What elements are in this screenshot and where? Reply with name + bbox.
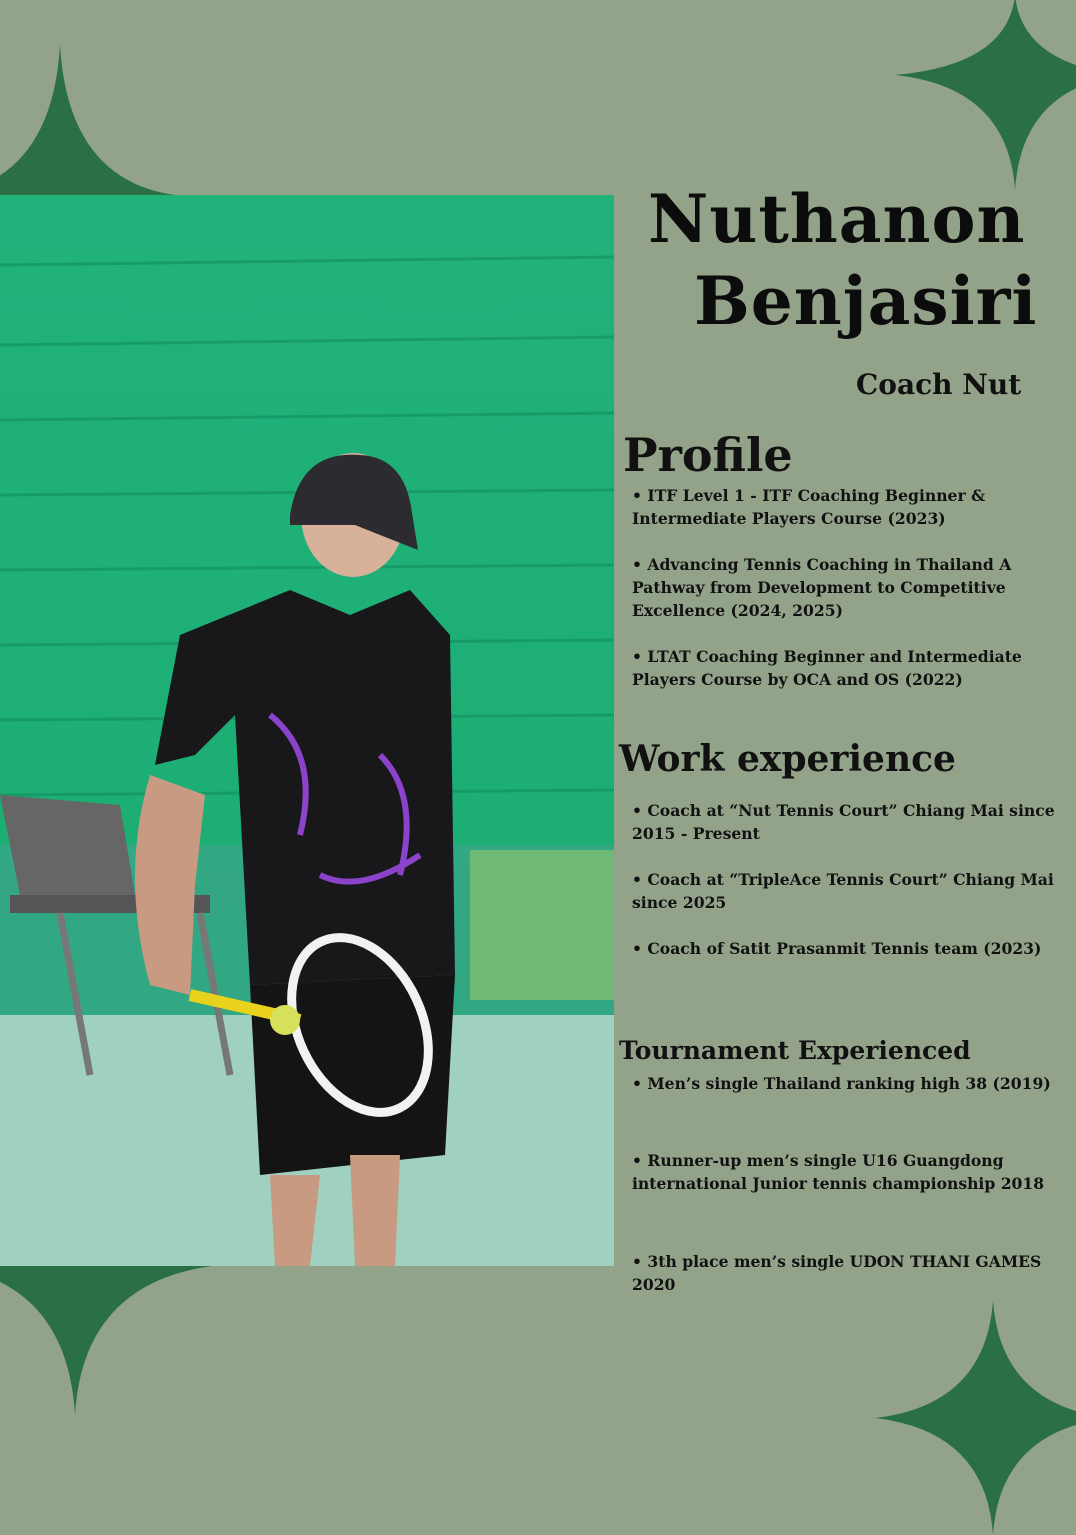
profile-heading: Profile bbox=[623, 428, 793, 482]
tournament-item: • 3th place men’s single UDON THANI GAMES 2020 bbox=[632, 1252, 1042, 1294]
tournament-heading: Tournament Experienced bbox=[619, 1036, 971, 1065]
last-name: Benjasiri bbox=[694, 262, 1038, 340]
profile-item: • ITF Level 1 - ITF Coaching Beginner & Intermediate Players Course (2023) bbox=[632, 486, 986, 528]
tournament-item: • Runner-up men’s single U16 Guangdong international Junior tennis championship 2018 bbox=[632, 1151, 1045, 1193]
star-icon bbox=[895, 0, 1076, 195]
coach-photo bbox=[0, 195, 614, 1266]
work-item: • Coach at “TripleAce Tennis Court” Chiang Mai since 2025 bbox=[632, 870, 1054, 912]
work-experience-heading: Work experience bbox=[619, 738, 956, 780]
work-item: • Coach at “Nut Tennis Court” Chiang Mai since 2015 - Present bbox=[632, 801, 1055, 843]
work-item: • Coach of Satit Prasanmit Tennis team (2023) bbox=[632, 939, 1042, 958]
tournament-item: • Men’s single Thailand ranking high 38 (2019) bbox=[632, 1074, 1051, 1093]
profile-item: • Advancing Tennis Coaching in Thailand A Pathway from Development to Competitive Excellence (2024, 2025) bbox=[632, 555, 1012, 620]
star-icon bbox=[870, 1295, 1076, 1535]
nickname-subtitle: Coach Nut bbox=[856, 368, 1022, 401]
profile-item: • LTAT Coaching Beginner and Intermediate Players Course by OCA and OS (2022) bbox=[632, 647, 1022, 689]
first-name: Nuthanon bbox=[648, 180, 1026, 258]
